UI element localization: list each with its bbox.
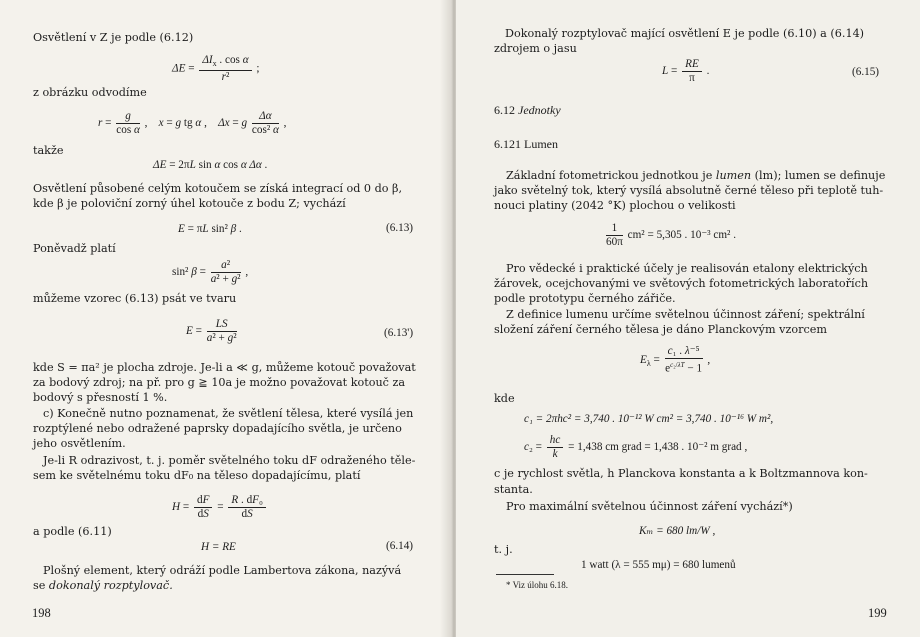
- paragraph: c) Konečně nutno poznamenat, že světlení tělesa, které vysílá jen: [43, 407, 414, 420]
- equation-c2: c₂ = $\frac{hc}{k}$ = 1,438 cm grad = 1,438 . 10⁻² m grad ,: [524, 434, 748, 460]
- footnote: * Viz úlohu 6.18.: [506, 580, 569, 590]
- equation-6-13-prime: E = $\frac{LS}{\text{a² + g²}}$: [186, 318, 237, 344]
- paragraph: složení záření černého tělesa je dáno Planckovým vzorcem: [494, 323, 827, 336]
- paragraph: a podle (6.11): [33, 525, 112, 538]
- paragraph: [33, 578, 173, 593]
- left-page: [0, 0, 452, 637]
- equation-watt: 1 watt (λ = 555 mμ) = 680 lumenů: [581, 559, 736, 571]
- paragraph: Poněvadž platí: [33, 242, 116, 255]
- paragraph: Z definice lumenu určíme světelnou účinnost záření; spektrální: [506, 308, 865, 321]
- page-number: 199: [868, 606, 887, 620]
- paragraph: kde β je poloviční zorný úhel kotouče z bodu Z; vychází: [33, 197, 346, 210]
- paragraph: c je rychlost světla, h Planckova konstanta a k Boltzmannova kon-: [494, 467, 868, 480]
- italic-term: lumen: [715, 169, 752, 182]
- equation-6-13: E = πL sin² β .: [178, 223, 242, 235]
- paragraph: můžeme vzorec (6.13) psát ve tvaru: [33, 292, 237, 305]
- paragraph: za bodový zdroj; na př. pro g ≧ 10a je možno považovat kotouč za: [33, 376, 406, 389]
- paragraph: [506, 168, 885, 183]
- paragraph: takže: [33, 144, 64, 157]
- paragraph: z obrázku odvodíme: [33, 86, 147, 99]
- paragraph: kde: [494, 392, 515, 405]
- paragraph: Osvětlení v Z je podle (6.12): [33, 31, 194, 44]
- equation-km: Kₘ = 680 lm/W ,: [639, 525, 716, 537]
- paragraph: Osvětlení působené celým kotoučem se získá integrací od 0 do β,: [33, 182, 403, 195]
- paragraph: sem ke světelnému toku dF₀ na těleso dopadajícímu, platí: [33, 469, 361, 482]
- text-run: Základní fotometrickou jednotkou je: [506, 169, 716, 182]
- section-heading: [494, 103, 561, 118]
- equation-label: (6.13): [386, 222, 414, 234]
- paragraph: t. j.: [494, 543, 513, 556]
- paragraph: kde S = πa² je plocha zdroje. Je-li a ≪ g, můžeme kotouč považovat: [33, 361, 416, 374]
- equation-planck: $E_\lambda$ = $\frac{\text{c₁ . λ⁻⁵}}{e^{c_2/\lambda T} - 1}$ ,: [640, 345, 711, 375]
- page-number: 198: [32, 606, 51, 620]
- equation-c1: c₁ = 2πhc² = 3,740 . 10⁻¹² W cm² = 3,740 . 10⁻¹⁶ W m²,: [524, 413, 774, 425]
- subsection-heading: 6.121 Lumen: [494, 137, 558, 151]
- right-page: [456, 0, 920, 637]
- paragraph: Pro maximální světelnou účinnost záření vychází*): [506, 500, 793, 513]
- section-title: Jednotky: [518, 103, 561, 117]
- paragraph: podle prototypu černého zářiče.: [494, 292, 676, 305]
- paragraph: nouci platiny (2042 °K) plochou o velikosti: [494, 199, 736, 212]
- equation-6-14: H = RE: [201, 541, 236, 553]
- footnote-rule: [496, 574, 554, 575]
- paragraph: bodový s přesností 1 %.: [33, 391, 168, 404]
- equation-label: (6.15): [852, 66, 880, 78]
- text-run: se: [33, 579, 49, 592]
- paragraph: jako světelný tok, který vysílá absolutně černé těleso při teplotě tuh-: [494, 184, 884, 197]
- section-number: 6.12: [494, 103, 515, 117]
- equation-sin-beta: sin² β = $\frac{\text{a²}}{\text{a² + g²}}$ ,: [172, 259, 249, 285]
- paragraph: zdrojem o jasu: [494, 42, 577, 55]
- paragraph: rozptýlené nebo odražené paprsky dopadajícího světla, je určeno: [33, 422, 402, 435]
- paragraph: Pro vědecké i praktické účely je realisován etalony elektrických: [506, 262, 868, 275]
- paragraph: Plošný element, který odráží podle Lambertova zákona, nazývá: [43, 564, 402, 577]
- equation-label: (6.13'): [384, 327, 414, 339]
- paragraph: jeho osvětlením.: [33, 437, 126, 450]
- paragraph: Je-li R odrazivost, t. j. poměr světelného toku dF odraženého těle-: [43, 454, 416, 467]
- paragraph: stanta.: [494, 483, 533, 496]
- equation-area: $\frac{1}{60\pi}$ cm² = 5,305 . 10⁻³ cm² .: [606, 222, 736, 248]
- equation-label: (6.14): [386, 540, 414, 552]
- equation-area-rhs: cm² = 5,305 . 10⁻³ cm² .: [627, 229, 736, 242]
- equation-6-12-result: ΔE = $\frac{\Delta I_x . \cos \alpha}{\text{r²}}$ ;: [172, 54, 260, 84]
- equation-6-15: L = $\frac{RE}{\pi}$ .: [662, 58, 710, 84]
- italic-term: dokonalý rozptylovač.: [48, 579, 173, 592]
- equation-reflectance: H = $\frac{dF}{dS}$ = $\frac{\text{R . dF₀}}{dS}$: [172, 494, 268, 521]
- paragraph: žárovek, ocejchovanými ve světových fotometrických laboratořích: [494, 277, 869, 290]
- text-run: (lm); lumen se definuje: [751, 169, 886, 182]
- paragraph: Dokonalý rozptylovač mající osvětlení E je podle (6.10) a (6.14): [505, 27, 865, 40]
- equation-c2-rhs: = 1,438 cm grad = 1,438 . 10⁻² m grad ,: [568, 441, 748, 454]
- equation-geometry: r = $\frac{g}{\text{cos α}}$ , x = g tg α , Δx = g $\frac{\Delta\alpha}{\text{cos² α}}$ ,: [98, 110, 287, 136]
- equation-delta-e: ΔE = 2πL sin α cos α Δα .: [153, 159, 268, 171]
